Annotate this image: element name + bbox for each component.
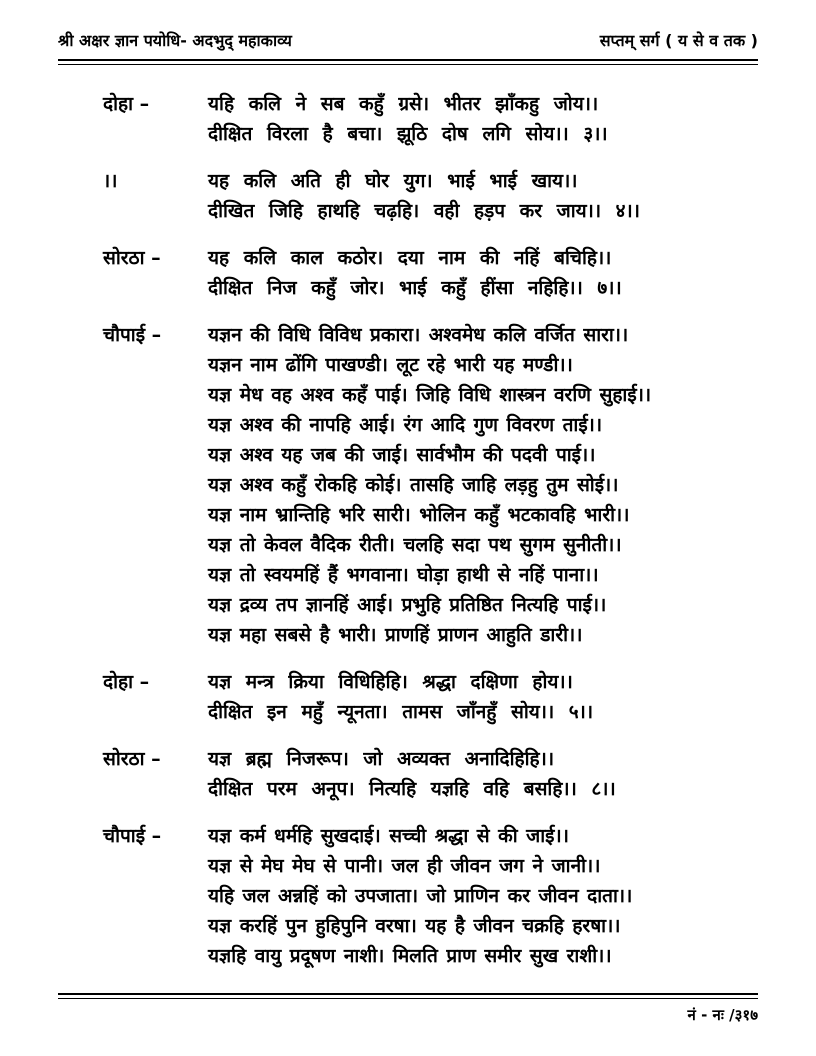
verse-block-sortha-2: [58, 744, 758, 804]
verse-block-doha-1: [58, 89, 758, 149]
verse-line: यज्ञ तो केवल वैदिक रीती। चलहि सदा पथ सुगम सुनीती।।: [208, 534, 622, 556]
verse-line: दीक्षित इन महुँ न्यूनता। तामस जाँनहुँ सोय।। ५।।: [208, 701, 594, 723]
verse-lines: [208, 89, 758, 149]
verse-line: यज्ञ करहिं पुन हुहिपुनि वरषा। यह है जीवन चक्रहि हरषा।।: [208, 915, 621, 937]
verse-lines: [208, 166, 758, 226]
verse-label: दोहा –: [103, 671, 150, 693]
verse-line: यज्ञ कर्म धर्महि सुखदाई। सच्ची श्रद्धा से की जाई।।: [208, 825, 569, 847]
header-title-right: सप्तम् सर्ग ( य से व तक ): [599, 31, 758, 50]
verse-block-doha-3: [58, 667, 758, 727]
verse-label: चौपाई –: [103, 324, 162, 346]
verse-block-chaupai-1: [58, 320, 758, 650]
verse-lines: [208, 243, 758, 303]
verse-line: यज्ञ नाम भ्रान्तिहि भरि सारी। भोलिन कहुँ भटकावहि भारी।।: [208, 504, 630, 526]
verse-block-sortha-1: [58, 243, 758, 303]
verse-line: दीक्षित विरला है बचा। झूठि दोष लगि सोय।। ३।।: [208, 123, 608, 145]
verse-line: यज्ञन नाम ढोंगि पाखण्डी। लूट रहे भारी यह मण्डी।।: [208, 354, 573, 376]
verse-label: चौपाई –: [103, 825, 162, 847]
page-footer: [58, 1004, 758, 1026]
verse-line: यज्ञहि वायु प्रदूषण नाशी। मिलति प्राण समीर सुख राशी।।: [208, 945, 612, 967]
verse-line: यह कलि अति ही घोर युग। भाई भाई खाय।।: [208, 170, 578, 192]
page-number: नं - नः /३१७: [687, 1006, 758, 1024]
verse-line: यज्ञ अश्व की नापहि आई। रंग आदि गुण विवरण ताई।।: [208, 414, 603, 436]
header-rule: [58, 59, 758, 65]
verse-line: यज्ञ मन्त्र क्रिया विधिहिहि। श्रद्धा दक्षिणा होय।।: [208, 671, 573, 693]
verse-lines: [208, 320, 758, 650]
verse-line: यज्ञ अश्व यह जब की जाई। सार्वभौम की पदवी पाई।।: [208, 444, 596, 466]
verse-label: ।।: [103, 170, 118, 192]
verse-lines: [208, 744, 758, 804]
verse-line: यज्ञ मेध वह अश्व कहँ पाई। जिहि विधि शास्त्रन वरणि सुहाई।।: [208, 384, 652, 406]
verse-line: यज्ञन की विधि विविध प्रकारा। अश्वमेध कलि वर्जित सारा।।: [208, 324, 629, 346]
verse-block-doha-2: [58, 166, 758, 226]
verse-line: यज्ञ द्रव्य तप ज्ञानहिं आई। प्रभुहि प्रतिष्ठित नित्यहि पाई।।: [208, 594, 607, 616]
verse-line: यहि कलि ने सब कहुँ ग्रसे। भीतर झाँकहु जोय।।: [208, 93, 599, 115]
verse-content: [58, 89, 758, 971]
header-title-left: श्री अक्षर ज्ञान पयोधि- अदभुद् महाकाव्य: [58, 31, 292, 50]
verse-line: यज्ञ तो स्वयमहिं हैं भगवाना। घोड़ा हाथी से नहिं पाना।।: [208, 564, 599, 586]
verse-lines: [208, 821, 758, 971]
verse-label: दोहा –: [103, 93, 150, 115]
verse-line: यज्ञ अश्व कहुँ रोकहि कोई। तासहि जाहि लड़हु तुम सोई।।: [208, 474, 619, 496]
verse-label: सोरठा –: [103, 748, 161, 770]
verse-label: सोरठा –: [103, 247, 161, 269]
footer-rule: [58, 993, 758, 999]
verse-line: यज्ञ महा सबसे है भारी। प्राणहिं प्राणन आहुति डारी।।: [208, 624, 583, 646]
verse-line: यह कलि काल कठोर। दया नाम की नहिं बचिहि।।: [208, 247, 612, 269]
verse-line: यहि जल अन्नहिं को उपजाता। जो प्राणिन कर जीवन दाता।।: [208, 885, 633, 907]
verse-line: दीक्षित परम अनूप। नित्यहि यज्ञहि वहि बसहि।। ८।।: [208, 778, 616, 800]
verse-line: दीखित जिहि हाथहि चढ़हि। वही हड़प कर जाय।। ४।।: [208, 200, 640, 222]
verse-lines: [208, 667, 758, 727]
verse-line: दीक्षित निज कहुँ जोर। भाई कहुँ हींसा नहिहि।। ७।।: [208, 277, 622, 299]
verse-line: यज्ञ ब्रह्म निजरूप। जो अव्यक्त अनादिहिहि।।: [208, 748, 555, 770]
verse-line: यज्ञ से मेघ मेघ से पानी। जल ही जीवन जग ने जानी।।: [208, 855, 601, 877]
verse-block-chaupai-2: [58, 821, 758, 971]
page-header: [58, 30, 758, 52]
